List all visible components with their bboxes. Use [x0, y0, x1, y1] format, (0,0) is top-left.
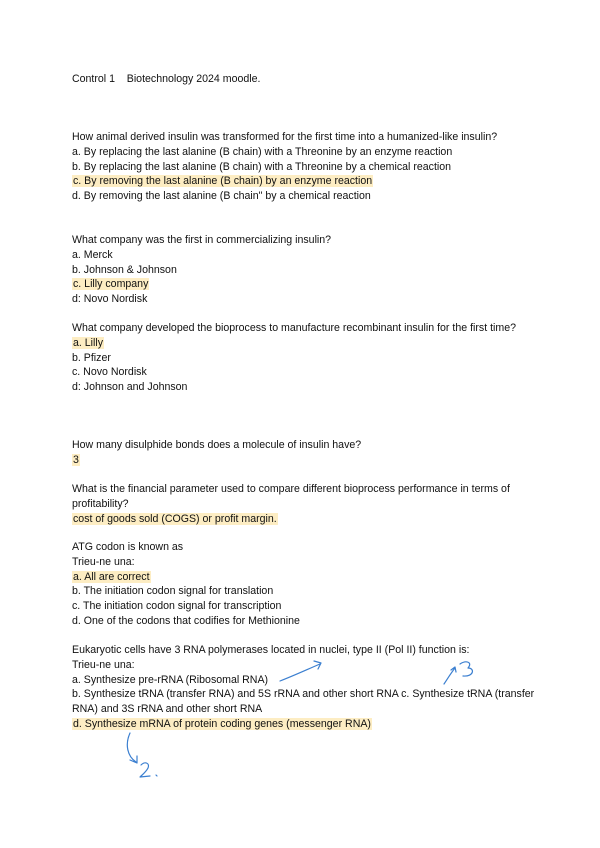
answer-option: d: Johnson and Johnson [72, 381, 188, 394]
answer-option: b. Pfizer [72, 351, 111, 364]
question-3 [72, 321, 534, 395]
answer-option: c. Novo Nordisk [72, 366, 147, 379]
highlighted-answer-option: a. All are correct [73, 570, 150, 583]
answer-option: c. The initiation codon signal for transcription [72, 600, 282, 613]
handwritten-digit-2 [140, 763, 157, 777]
answer-option: d. One of the codons that codifies for Methionine [72, 614, 300, 627]
question-text: ATG codon is known as [72, 541, 184, 553]
highlighted-answer-option: d. Synthesize mRNA of protein coding genes (messenger RNA) [73, 717, 371, 730]
question-prompt: Trieu-ne una: [72, 658, 135, 671]
answer-option: b. Johnson & Johnson [72, 263, 177, 276]
answer-option: b. The initiation codon signal for translation [72, 585, 274, 598]
highlighted-answer: cost of goods sold (COGS) or profit margin. [73, 512, 277, 525]
answer-option: a. By replacing the last alanine (B chain) with a Threonine by an enzyme reaction [72, 145, 453, 158]
question-4 [72, 438, 532, 468]
question-text: What is the financial parameter used to compare different bioprocess performance in terms of profitability? [72, 483, 510, 510]
question-5 [72, 482, 534, 526]
answer-option: b. By replacing the last alanine (B chain) with a Threonine by a chemical reaction [72, 160, 452, 173]
question-7 [72, 643, 537, 732]
question-text: How animal derived insulin was transformed for the first time into a humanized-like insulin? [72, 131, 498, 143]
answer-option: d. By removing the last alanine (B chain" by a chemical reaction [72, 190, 371, 203]
question-2 [72, 233, 532, 307]
highlighted-answer-option: a. Lilly [73, 336, 104, 349]
question-text: How many disulphide bonds does a molecule of insulin have? [72, 439, 362, 451]
question-text: What company was the first in commercializing insulin? [72, 234, 332, 246]
question-1 [72, 130, 532, 204]
highlighted-answer-option: c. Lilly company [73, 278, 149, 291]
question-6 [72, 540, 532, 629]
answer-option: a. Synthesize pre-rRNA (Ribosomal RNA) [72, 673, 269, 686]
question-text: What company developed the bioprocess to manufacture recombinant insulin for the first time? [72, 322, 516, 334]
answer-option: a. Merck [72, 248, 113, 261]
answer-option: d: Novo Nordisk [72, 293, 148, 306]
answer-option: b. Synthesize tRNA (transfer RNA) and 5S rRNA and other short RNA c. Synthesize tRNA (transfer RNA) and 3S rRNA and other short RNA [72, 688, 535, 716]
question-text: Eukaryotic cells have 3 RNA polymerases located in nuclei, type II (Pol II) function is: [72, 644, 470, 656]
highlighted-answer: 3 [73, 453, 79, 466]
document-title: Control 1 Biotechnology 2024 moodle. [72, 73, 261, 85]
handwritten-arrow-3 [127, 733, 137, 763]
highlighted-answer-option: c. By removing the last alanine (B chain) by an enzyme reaction [73, 175, 373, 188]
question-prompt: Trieu-ne una: [72, 555, 135, 568]
